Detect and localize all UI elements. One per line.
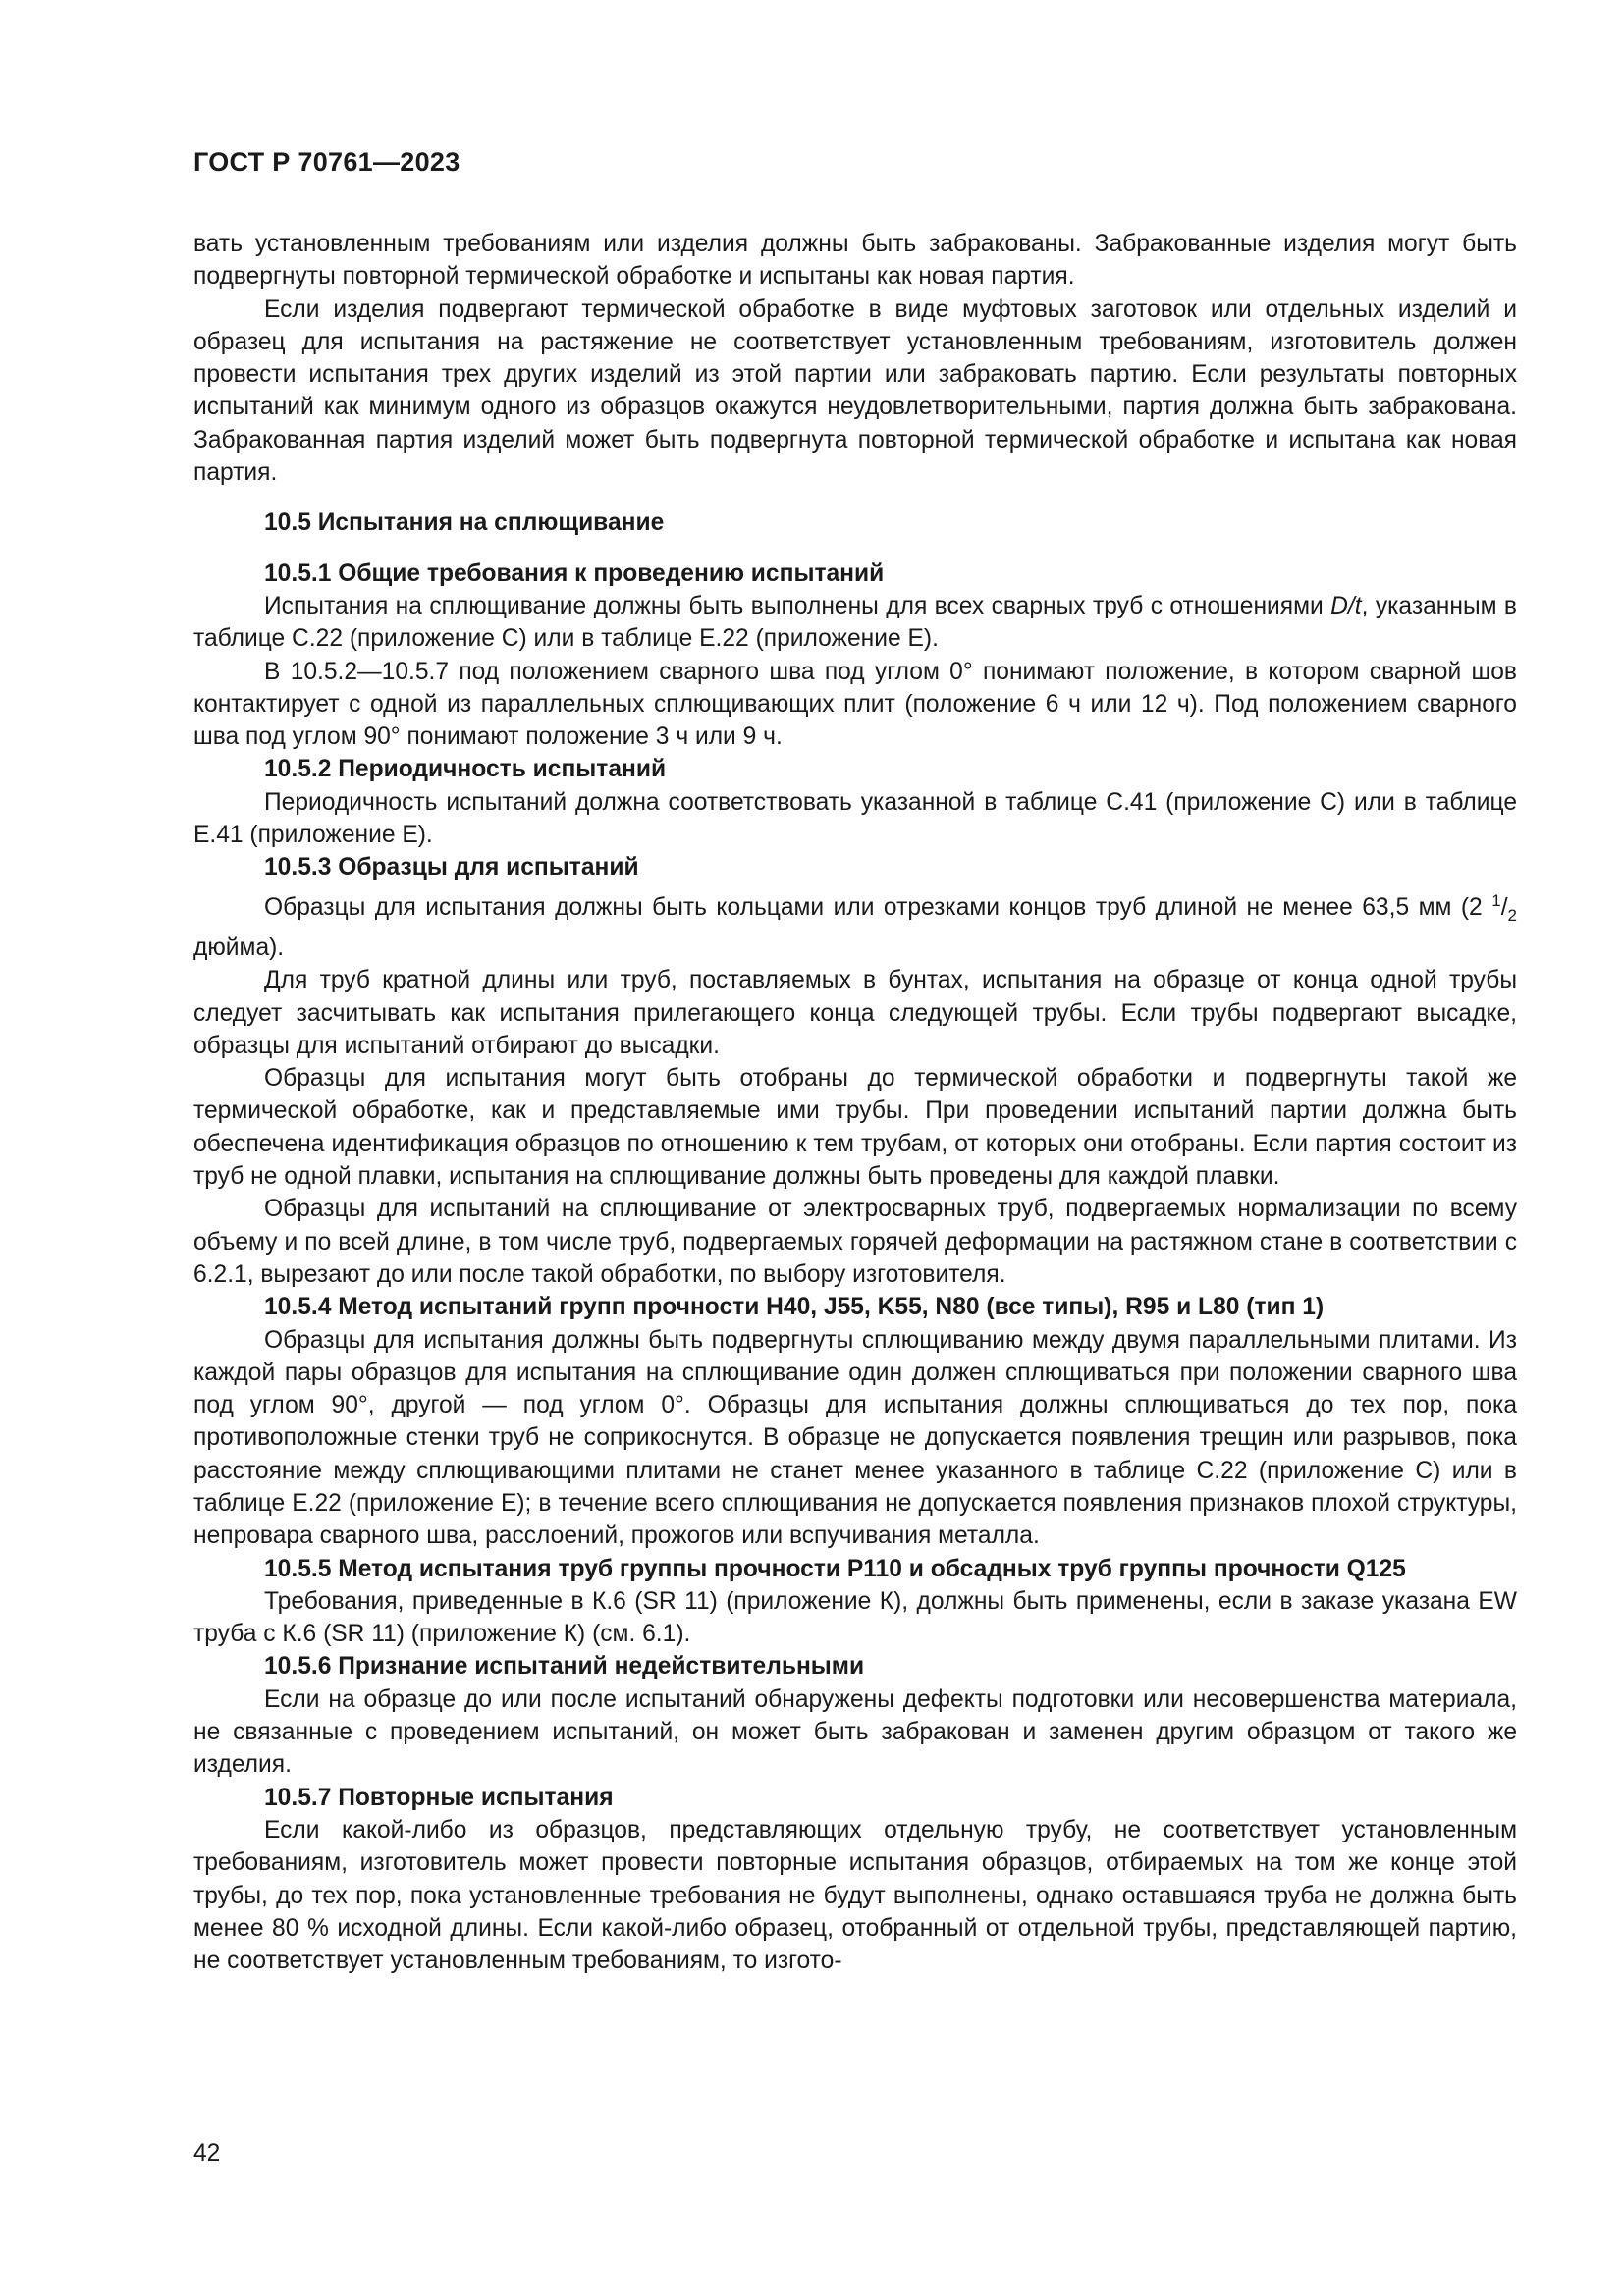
paragraph-continuation: вать установленным требованиям или изделия должны быть забракованы. Забракованные изделия могут быть подвергнуты повторной термической обработке и испытаны как новая партия. bbox=[193, 231, 1517, 291]
paragraph: Если какой-либо из образцов, представляющих отдельную трубу, не соответствует установленным требованиям, изготовитель может провести повторные испытания образцов, отбираемых на том же конце этой трубы, до тех пор, пока установленные требования не будут выполнены, однако оставшаяся труба не должна быть менее 80 % исходной длины. Если какой-либо образец, отобранный от отдельной трубы, представляющей партию, не соответствует установленным требованиям, то изгото- bbox=[193, 1816, 1517, 1975]
paragraph: Периодичность испытаний должна соответствовать указанной в таблице С.41 (приложение С) или в таблице Е.41 (приложение Е). bbox=[193, 788, 1517, 849]
text-run: дюйма). bbox=[193, 934, 285, 961]
fraction-denominator: 2 bbox=[1507, 905, 1517, 925]
section-heading-10-5-4: 10.5.4 Метод испытаний групп прочности Н40, J55, K55, N80 (все типы), R95 и L80 (тип 1) bbox=[264, 1294, 1325, 1321]
section-heading-10-5-1: 10.5.1 Общие требования к проведению испытаний bbox=[264, 560, 885, 587]
section-heading-10-5-7: 10.5.7 Повторные испытания bbox=[264, 1784, 614, 1811]
section-heading-10-5: 10.5 Испытания на сплющивание bbox=[264, 509, 665, 537]
section-heading-10-5-3: 10.5.3 Образцы для испытаний bbox=[264, 854, 639, 881]
paragraph: Требования, приведенные в К.6 (SR 11) (приложение К), должны быть применены, если в заказе указана EW труба с К.6 (SR 11) (приложение К) (см. 6.1). bbox=[193, 1587, 1517, 1648]
section-heading-10-5-2: 10.5.2 Периодичность испытаний bbox=[264, 756, 667, 783]
fraction-numerator: 1 bbox=[1491, 890, 1501, 910]
paragraph: Образцы для испытаний на сплющивание от электросварных труб, подвергаемых нормализации по всему объему и по всей длине, в том числе труб, подвергаемых горячей деформации на растяжном стане в соответствии с 6.2.1, вырезают до или после такой обработки, по выбору изготовителя. bbox=[193, 1196, 1517, 1288]
section-heading-10-5-6: 10.5.6 Признание испытаний недействительными bbox=[264, 1653, 865, 1681]
document-body bbox=[193, 228, 1517, 1977]
section-heading-10-5-5: 10.5.5 Метод испытания труб группы прочности Р110 и обсадных труб группы прочности Q125 bbox=[264, 1555, 1406, 1582]
paragraph: В 10.5.2—10.5.7 под положением сварного шва под углом 0° понимают положение, в котором сварной шов контактирует с одной из параллельных сплющивающих плит (положение 6 ч или 12 ч). Под положением сварного шва под углом 90° понимают положение 3 ч или 9 ч. bbox=[193, 658, 1517, 751]
paragraph: Если изделия подвергают термической обработке в виде муфтовых заготовок или отдельных изделий и образец для испытания на растяжение не соответствует установленным требованиям, изготовитель должен провести испытания трех других изделий из этой партии или забраковать партию. Если результаты повторных испытаний как минимум одного из образцов окажутся неудовлетворительными, партия должна быть забракована. Забракованная партия изделий может быть подвергнута повторной термической обработке и испытана как новая партия. bbox=[193, 295, 1517, 487]
fraction-slash: / bbox=[1500, 893, 1508, 921]
paragraph: Образцы для испытания могут быть отобраны до термической обработки и подвергнуты такой же термической обработке, как и представляемые ими трубы. При проведении испытаний партии должна быть обеспечена идентификация образцов по отношению к тем трубам, от которых они отобраны. Если партия состоит из труб не одной плавки, испытания на сплющивание должны быть проведены для каждой плавки. bbox=[193, 1065, 1517, 1191]
paragraph: Если на образце до или после испытаний обнаружены дефекты подготовки или несовершенства материала, не связанные с проведением испытаний, он может быть забракован и заменен другим образцом от такого же изделия. bbox=[193, 1685, 1517, 1779]
document-header: ГОСТ Р 70761—2023 bbox=[193, 147, 460, 177]
text-run: Образцы для испытания должны быть кольцами или отрезками концов труб длиной не менее 63,5 мм (2 bbox=[264, 893, 1492, 921]
page-number: 42 bbox=[193, 2140, 221, 2166]
text-run: Испытания на сплющивание должны быть выполнены для всех сварных труб с отношениями bbox=[264, 592, 1331, 619]
text-run: , указанным в таблице С.22 (приложение С) или в таблице Е.22 (приложение Е). bbox=[193, 592, 1517, 653]
paragraph bbox=[193, 590, 1517, 656]
paragraph bbox=[193, 884, 1517, 965]
ratio-symbol: D/t bbox=[1330, 592, 1362, 619]
paragraph: Образцы для испытания должны быть подвергнуты сплющиванию между двумя параллельными плитами. Из каждой пары образцов для испытания на сплющивание один должен сплющиваться при положении сварного шва под углом 90°, другой — под углом 0°. Образцы для испытания должны сплющиваться до тех пор, пока противоположные стенки труб не соприкоснутся. В образце не допускается появления трещин или разрывов, пока расстояние между сплющивающими плитами не станет менее указанного в таблице С.22 (приложение С) или в таблице Е.22 (приложение Е); в течение всего сплющивания не допускается появления признаков плохой структуры, непровара сварного шва, расслоений, прожогов или вспучивания металла. bbox=[193, 1326, 1517, 1550]
paragraph: Для труб кратной длины или труб, поставляемых в бунтах, испытания на образце от конца одной трубы следует засчитывать как испытания прилегающего конца следующей трубы. Если трубы подвергают высадке, образцы для испытаний отбирают до высадки. bbox=[193, 967, 1517, 1059]
